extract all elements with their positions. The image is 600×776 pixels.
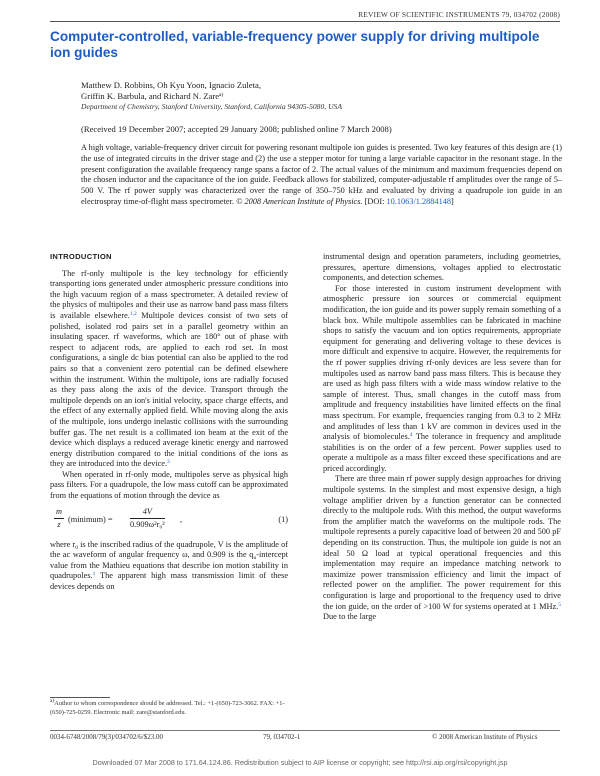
intro-paragraph-2: When operated in rf-only mode, multipoles serve as physical high pass filters. For a quadrupole, the low mass cutoff can be approximated from the equations of motion through the device as — [50, 469, 288, 501]
reference-link-5[interactable]: 5 — [558, 601, 561, 608]
footnote-marker: a) — [50, 698, 55, 704]
intro-paragraph-3 — [50, 540, 288, 593]
intro-paragraph-1 — [50, 269, 288, 470]
intro-p3-text-b: is the inscribed radius of the quadrupole, V is the amplitude of the ac waveform of angular frequency ω, and 0.909 is the q — [50, 539, 288, 560]
footer-page-number: 79, 034702-1 — [263, 733, 301, 741]
qu-subscript: u — [253, 555, 257, 562]
right-column — [323, 252, 561, 623]
equation-mz-fraction — [54, 507, 64, 531]
right-p3-text-b: Due to the large — [323, 612, 377, 622]
received-dates: (Received 19 December 2007; accepted 29 January 2008; published online 7 March 2008) — [81, 124, 392, 134]
equation-rhs-fraction — [130, 507, 165, 531]
reference-link-4[interactable]: 4 — [409, 432, 413, 439]
right-paragraph-3 — [323, 474, 561, 622]
doi-prefix: [DOI: — [364, 196, 387, 206]
right-paragraph-2 — [323, 284, 561, 475]
equation-z: z — [57, 520, 61, 530]
right-p2-text-b: The tolerance in frequency and amplitude stabilities is on the order of a few percent. Power supplies used to operate a multipole as a mass filter exceed these specifications and are priced accordingly. — [323, 432, 561, 473]
equation-m: m — [54, 507, 64, 520]
equation-4v: 4V — [130, 507, 165, 520]
reference-link-1[interactable]: 1 — [92, 571, 96, 578]
intro-p3-text-d: The apparent high mass transmission limit of these devices depends on — [50, 571, 288, 592]
article-title: Computer-controlled, variable-frequency power supply for driving multipole ion guides — [50, 29, 540, 60]
header-rule — [50, 21, 560, 22]
abstract-copyright: © 2008 American Institute of Physics. — [236, 196, 363, 206]
affiliation: Department of Chemistry, Stanford University, Stanford, California 94305-5080, USA — [81, 102, 342, 111]
equation-comma: , — [180, 514, 183, 524]
right-paragraph-1: instrumental design and operation parameters, including geometries, pressures, aperture dimensions, voltages applied to electrostatic components, and detection schemes. — [323, 252, 561, 283]
reference-link-3[interactable]: 3 — [167, 459, 170, 466]
doi-suffix: ] — [451, 196, 454, 206]
correspondence-footnote — [50, 700, 290, 717]
authors-line-1: Matthew D. Robbins, Oh Kyu Yoon, Ignacio Zuleta, — [81, 80, 261, 90]
footer-rule — [50, 730, 560, 731]
section-heading-introduction: INTRODUCTION — [50, 252, 112, 261]
download-notice: Downloaded 07 Mar 2008 to 171.64.124.86. Redistribution subject to AIP license or copyright; see http://rsi.aip.org/rsi/copyright.jsp — [92, 758, 508, 767]
intro-p3-text-c: -intercept value from the Mathieu equations that describe ion motion stability in quadrupoles. — [50, 550, 288, 581]
equation-number: (1) — [278, 514, 288, 524]
left-column — [50, 252, 288, 593]
footnote-text: Author to whom correspondence should be addressed. Tel.: +1-(650)-723-3062. FAX: +1-(650)-725-0259. Electronic mail: zare@stanford.edu. — [50, 700, 285, 716]
right-p2-text-a: For those interested in custom instrument development with atmospheric pressure ion sources or commercial equipment modification, the ion guide and its power supply remain something of a black box. While multipole assemblies can be fabricated in machine shops to satisfy the vacuum and ion optics requirements, appropriate equipment for generating and delivering voltage to these devices is more difficult and expensive to acquire. However, the requirements for the rf power supplies driving rf-only devices are less severe than for multipoles used as narrow band pass mass filters. This is because they are used as high pass filters with a wide mass window relative to the sample of interest. Thus, small changes in the cutoff mass from amplitude and frequency instabilities have limited effects on the final mass spectrum. For example, frequencies ranging from 0.3 to 2 MHz and amplitudes of less than 1 kV are common in devices used in the analysis of biomolecules. — [323, 283, 561, 442]
equation-minimum: (minimum) = — [68, 514, 113, 524]
footer-copyright: © 2008 American Institute of Physics — [432, 733, 538, 741]
equation-1 — [50, 507, 288, 537]
journal-header: REVIEW OF SCIENTIFIC INSTRUMENTS 79, 034702 (2008) — [358, 10, 560, 19]
intro-p3-text-a: where r — [50, 539, 76, 549]
abstract-text: A high voltage, variable-frequency driver circuit for powering resonant multipole ion guides is presented. Two key features of this design are (1) the use of integrated circuits in the driver stage and (2) the use a stepper motor for tuning a large variable capacitor in the resonant stage. In the present configuration the available frequency range spans a factor of 2. The actual values of the minimum and maximum frequencies depend on the chosen inductor and the capacitance of the ion guide. Feedback allows for stabilized, computer-adjustable rf amplitudes over the range of 5–500 V. The rf power supply was characterized over the range of 350–750 kHz and evaluated by driving a quadrupole ion guide in an electrospray time-of-flight mass spectrometer. — [81, 143, 562, 206]
r0-subscript: 0 — [75, 544, 78, 551]
abstract — [81, 143, 562, 208]
authors-line-2 — [81, 91, 261, 102]
authors-line-2-text: Griffin K. Barbula, and Richard N. Zare — [81, 90, 220, 101]
right-p3-text-a: There are three main rf power supply design approaches for driving multipole systems. In the simplest and most expensive design, a high voltage amplifier driven by a function generator can be connected directly to the multipole rods. With this method, the output waveforms from the amplifier match the waveforms on the multipole rods. The multipole represents a purely capacitive load of between 20 and 500 pF depending on its construction. Thus, the multipole ion guide is not an ideal 50 Ω load at typical operational frequencies and this implementation may require an impedance matching network to maximize power transmission efficiency and limit the impact of reflected power on the amplifier. The power requirement for this configuration is large and proportional to the frequency used to drive the ion guide, on the order of >100 W for systems operated at 1 MHz. — [323, 474, 561, 611]
intro-p1-text-b: Multipole devices consist of two sets of polished, isolated rod pairs set in a parallel geometry within an insulating spacer. rf waveforms, which are 180° out of phase with respect to adjacent rods, are applied to each rod set. In most configurations, a single dc bias potential can also be applied to the rod pairs so that a convenient zero potential can be defined elsewhere within the instrument. Within the multipole, ions are radially focused as they pass along the axis of the device. Transport through the multipole depends on an ion's initial velocity, space charge effects, and the effect of any externally applied field. While moving along the axis of the multipole, ions undergo inelastic collisions with the surrounding buffer gas. The net result is a collimated ion beam at the exit of the device which displays a reduced average kinetic energy and narrowed energy distribution compared to the initial conditions of the ions as they are introduced into the device. — [50, 310, 288, 469]
intro-p1-text-a: The rf-only multipole is the key technology for efficiently transporting ions generated under atmospheric pressure conditions into the high vacuum region of a mass spectrometer. A detailed review of the physics of multipoles and their use as narrow band pass mass filters is available elsewhere. — [50, 268, 288, 320]
reference-link-1-2[interactable]: 1,2 — [129, 310, 137, 317]
footer-issn: 0034-6748/2008/79(3)/034702/6/$23.00 — [50, 733, 163, 741]
author-note-marker[interactable]: a) — [219, 91, 224, 98]
author-list — [81, 80, 261, 101]
footnote-rule — [50, 697, 110, 698]
doi-link[interactable]: 10.1063/1.2884148 — [386, 196, 452, 206]
equation-denominator: 0.909ω²r₀² — [130, 520, 165, 530]
